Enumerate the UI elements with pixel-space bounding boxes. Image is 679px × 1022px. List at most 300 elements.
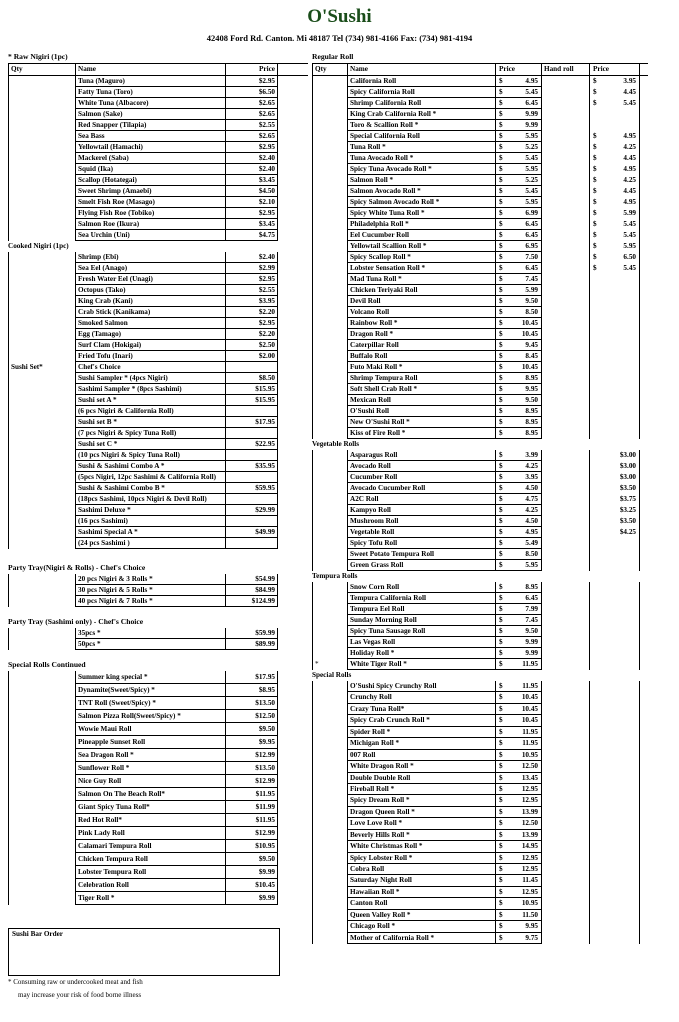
hand-roll-price <box>590 472 640 483</box>
item-price: $2.10 <box>226 197 278 208</box>
price-value: 5.95 <box>525 165 538 173</box>
qty-cell <box>312 285 348 296</box>
vegetable-roll-row <box>312 472 648 483</box>
special-continued-row <box>8 684 308 697</box>
qty-cell <box>8 710 76 723</box>
price-value: 9.99 <box>525 110 538 118</box>
hand-roll-price <box>590 527 640 538</box>
hand-roll-price <box>590 318 640 329</box>
item-name: Eel Cucumber Roll <box>348 230 496 241</box>
hand-roll-cell <box>542 715 590 726</box>
qty-cell <box>312 329 348 340</box>
item-price <box>496 921 542 932</box>
hand-roll-price <box>590 626 640 637</box>
item-name: (6 pcs Nigiri & California Roll) <box>76 406 226 417</box>
raw-nigiri-row <box>8 87 308 98</box>
qty-cell <box>312 921 348 932</box>
item-price: $9.50 <box>226 853 278 866</box>
item-price <box>496 807 542 818</box>
hand-roll-price <box>590 362 640 373</box>
item-name: Soft Shell Crab Roll * <box>348 384 496 395</box>
qty-cell <box>312 307 348 318</box>
qty-cell <box>8 628 76 639</box>
item-price: $4.75 <box>226 230 278 241</box>
item-name: Flying Fish Roe (Tobiko) <box>76 208 226 219</box>
hand-roll-cell <box>542 648 590 659</box>
item-price <box>226 516 278 527</box>
currency-sign: $ <box>593 231 597 239</box>
item-price <box>496 626 542 637</box>
item-price <box>496 864 542 875</box>
qty-cell <box>312 219 348 230</box>
item-price <box>496 887 542 898</box>
qty-cell <box>8 406 76 417</box>
price-value: 6.45 <box>525 220 538 228</box>
currency-sign: $ <box>593 176 597 184</box>
hand-roll-value: $3.50 <box>619 484 636 492</box>
item-price <box>226 472 278 483</box>
hand-roll-cell <box>542 784 590 795</box>
hand-roll-cell <box>542 428 590 439</box>
qty-cell <box>8 263 76 274</box>
item-price <box>496 373 542 384</box>
hand-roll-cell <box>542 395 590 406</box>
price-value: 5.25 <box>525 143 538 151</box>
currency-sign: $ <box>499 796 503 805</box>
currency-sign: $ <box>499 297 503 305</box>
hand-roll-value: $4.25 <box>619 528 636 536</box>
item-price: $2.95 <box>226 76 278 87</box>
item-name: (10 pcs Nigiri & Spicy Tuna Roll) <box>76 450 226 461</box>
hand-roll-cell <box>542 483 590 494</box>
item-name: Lobster Tempura Roll <box>76 866 226 879</box>
hand-roll-price <box>590 807 640 818</box>
qty-cell <box>8 351 76 362</box>
qty-cell <box>312 164 348 175</box>
qty-cell <box>312 230 348 241</box>
item-name: Sweet Potato Tempura Roll <box>348 549 496 560</box>
vegetable-roll-row <box>312 560 648 571</box>
currency-sign: $ <box>593 209 597 217</box>
qty-cell <box>312 615 348 626</box>
currency-sign: $ <box>499 638 503 646</box>
hand-roll-price <box>590 483 640 494</box>
price-value: 12.95 <box>521 853 538 862</box>
item-price <box>496 395 542 406</box>
name-header: Name <box>348 64 496 75</box>
hand-roll-price <box>590 406 640 417</box>
currency-sign: $ <box>593 99 597 107</box>
item-name: Toro & Scallion Roll * <box>348 120 496 131</box>
item-name: Vegetable Roll <box>348 527 496 538</box>
item-name: Shrimp (Ebi) <box>76 252 226 263</box>
item-name: Spicy White Tuna Roll * <box>348 208 496 219</box>
item-name: Rainbow Roll * <box>348 318 496 329</box>
item-name: Fatty Tuna (Toro) <box>76 87 226 98</box>
item-price <box>496 87 542 98</box>
hand-roll-cell <box>542 761 590 772</box>
item-price: $2.20 <box>226 307 278 318</box>
hand-roll-price <box>590 648 640 659</box>
item-price: $2.65 <box>226 98 278 109</box>
item-name: Pineapple Sunset Roll <box>76 736 226 749</box>
item-name: Sushi & Sashimi Combo B * <box>76 483 226 494</box>
hand-roll-cell <box>542 318 590 329</box>
currency-sign: $ <box>593 220 597 228</box>
item-name: (24 pcs Sashimi ) <box>76 538 226 549</box>
item-price: $8.95 <box>226 684 278 697</box>
currency-sign: $ <box>499 819 503 828</box>
regular-roll-row <box>312 197 648 208</box>
right-header-row <box>312 63 648 76</box>
item-name: Volcano Roll <box>348 307 496 318</box>
hand-roll-value: 4.45 <box>623 88 636 96</box>
hand-roll-cell <box>542 604 590 615</box>
price-value: 10.45 <box>521 704 538 713</box>
hand-roll-price <box>590 428 640 439</box>
qty-cell <box>8 505 76 516</box>
qty-cell <box>312 773 348 784</box>
hand-roll-cell <box>542 219 590 230</box>
hand-roll-value: 5.45 <box>623 99 636 107</box>
item-name: (16 pcs Sashimi) <box>76 516 226 527</box>
currency-sign: $ <box>499 341 503 349</box>
item-name: Sea Dragon Roll * <box>76 749 226 762</box>
hand-roll-cell <box>542 87 590 98</box>
item-price <box>226 538 278 549</box>
hand-roll-price <box>590 241 640 252</box>
qty-cell <box>8 186 76 197</box>
qty-cell <box>312 241 348 252</box>
item-price: $12.99 <box>226 827 278 840</box>
item-price: $12.99 <box>226 749 278 762</box>
qty-cell <box>8 120 76 131</box>
hand-roll-price <box>590 417 640 428</box>
qty-cell <box>8 801 76 814</box>
qty-cell <box>312 637 348 648</box>
cooked-nigiri-title-row <box>8 241 308 252</box>
qty-cell <box>8 639 76 650</box>
hand-roll-value: 4.45 <box>623 154 636 162</box>
qty-cell <box>8 775 76 788</box>
hand-roll-value: 3.95 <box>623 77 636 85</box>
item-price <box>496 910 542 921</box>
qty-cell <box>312 494 348 505</box>
qty-cell <box>312 841 348 852</box>
item-name: Spicy Tofu Roll <box>348 538 496 549</box>
hand-roll-value: 4.45 <box>623 187 636 195</box>
item-price <box>496 538 542 549</box>
regular-roll-row <box>312 406 648 417</box>
item-price <box>226 494 278 505</box>
hand-roll-cell <box>542 450 590 461</box>
currency-sign: $ <box>593 88 597 96</box>
item-name: Caterpillar Roll <box>348 340 496 351</box>
item-name: O'Sushi Roll <box>348 406 496 417</box>
qty-cell <box>8 853 76 866</box>
sushi-set-row <box>8 527 308 538</box>
hand-roll-cell <box>542 933 590 944</box>
item-name: Shrimp Tempura Roll <box>348 373 496 384</box>
item-name: Celebration Roll <box>76 879 226 892</box>
currency-sign: $ <box>593 132 597 140</box>
item-name: Salmon Roll * <box>348 175 496 186</box>
regular-roll-row <box>312 87 648 98</box>
currency-sign: $ <box>499 286 503 294</box>
item-price <box>496 875 542 886</box>
qty-cell <box>8 788 76 801</box>
currency-sign: $ <box>499 374 503 382</box>
qty-cell <box>8 516 76 527</box>
currency-sign: $ <box>499 528 503 536</box>
item-name: Wowie Maui Roll <box>76 723 226 736</box>
regular-roll-title: Regular Roll <box>312 52 354 61</box>
qty-cell <box>8 736 76 749</box>
regular-roll-row <box>312 274 648 285</box>
item-price <box>496 362 542 373</box>
item-name: Spicy California Roll <box>348 87 496 98</box>
qty-cell <box>312 875 348 886</box>
item-price <box>496 450 542 461</box>
currency-sign: $ <box>499 209 503 217</box>
hand-roll-cell <box>542 461 590 472</box>
item-name: Crab Stick (Kanikama) <box>76 307 226 318</box>
hand-roll-cell <box>542 659 590 670</box>
qty-cell <box>312 692 348 703</box>
hand-roll-cell <box>542 142 590 153</box>
qty-cell <box>312 450 348 461</box>
item-name: Spicy Lobster Roll * <box>348 853 496 864</box>
item-price: $2.55 <box>226 285 278 296</box>
item-price <box>496 164 542 175</box>
qty-cell <box>312 362 348 373</box>
hand-roll-cell <box>542 373 590 384</box>
special-continued-row <box>8 736 308 749</box>
hand-roll-price <box>590 637 640 648</box>
price-value: 10.45 <box>521 319 538 327</box>
item-price <box>496 296 542 307</box>
qty-cell <box>8 318 76 329</box>
qty-cell <box>312 395 348 406</box>
sushi-set-row <box>8 450 308 461</box>
qty-cell <box>312 626 348 637</box>
special-roll-row <box>312 830 648 841</box>
hand-roll-price <box>590 87 640 98</box>
regular-roll-row <box>312 417 648 428</box>
qty-cell <box>8 483 76 494</box>
currency-sign: $ <box>499 99 503 107</box>
item-price <box>496 406 542 417</box>
hand-roll-price <box>590 898 640 909</box>
item-name: Sashimi Deluxe * <box>76 505 226 516</box>
qty-cell <box>312 750 348 761</box>
item-price: $2.99 <box>226 263 278 274</box>
currency-sign: $ <box>499 784 503 793</box>
regular-roll-row <box>312 175 648 186</box>
party-tray-mix-row <box>8 585 308 596</box>
item-price <box>496 727 542 738</box>
item-price <box>496 516 542 527</box>
currency-sign: $ <box>499 176 503 184</box>
special-roll-row <box>312 807 648 818</box>
item-name: Buffalo Roll <box>348 351 496 362</box>
item-name: Mushroom Roll <box>348 516 496 527</box>
special-continued-row <box>8 866 308 879</box>
regular-roll-row <box>312 219 648 230</box>
hand-roll-price <box>590 773 640 784</box>
price-value: 9.45 <box>525 341 538 349</box>
qty-cell <box>8 109 76 120</box>
regular-roll-row <box>312 307 648 318</box>
hand-roll-cell <box>542 516 590 527</box>
price-value: 9.95 <box>525 922 538 931</box>
item-price <box>496 230 542 241</box>
price-value: 12.95 <box>521 865 538 873</box>
item-price <box>496 175 542 186</box>
price-value: 8.95 <box>525 418 538 426</box>
special-rolls-title <box>312 670 648 681</box>
price-value: 5.25 <box>525 176 538 184</box>
vegetable-roll-row <box>312 483 648 494</box>
special-continued-title: Special Rolls Continued <box>8 660 86 669</box>
raw-nigiri-row <box>8 186 308 197</box>
item-price: $3.95 <box>226 296 278 307</box>
item-price: $9.95 <box>226 736 278 749</box>
item-name: Spicy Tuna Avocado Roll * <box>348 164 496 175</box>
item-name: Scallop (Hotategai) <box>76 175 226 186</box>
hand-roll-cell <box>542 593 590 604</box>
qty-cell <box>312 795 348 806</box>
hand-roll-value: $3.00 <box>619 462 636 470</box>
item-price: $84.99 <box>226 585 278 596</box>
hand-roll-cell <box>542 807 590 818</box>
price-value: 3.95 <box>525 473 538 481</box>
item-name: Tuna (Maguro) <box>76 76 226 87</box>
currency-sign: $ <box>499 77 503 85</box>
price-value: 4.50 <box>525 517 538 525</box>
qty-cell <box>312 853 348 864</box>
hand-roll-price <box>590 164 640 175</box>
item-price <box>496 795 542 806</box>
qty-cell <box>312 527 348 538</box>
item-price <box>496 704 542 715</box>
qty-cell <box>8 307 76 318</box>
item-name: Mexican Roll <box>348 395 496 406</box>
item-name: Michigan Roll * <box>348 738 496 749</box>
vegetable-roll-row <box>312 461 648 472</box>
tempura-roll-row <box>312 659 648 670</box>
vegetable-roll-row <box>312 549 648 560</box>
item-name: 30 pcs Nigiri & 5 Rolls * <box>76 585 226 596</box>
item-name: Sweet Shrimp (Amaebi) <box>76 186 226 197</box>
qty-cell <box>312 887 348 898</box>
item-price <box>496 472 542 483</box>
item-name: Avocado Roll <box>348 461 496 472</box>
item-price: $2.95 <box>226 208 278 219</box>
regular-roll-row <box>312 142 648 153</box>
item-price: $2.95 <box>226 318 278 329</box>
hand-roll-value: $3.50 <box>619 517 636 525</box>
qty-cell <box>8 596 76 607</box>
hand-roll-cell <box>542 296 590 307</box>
qty-cell <box>312 98 348 109</box>
regular-roll-row <box>312 395 648 406</box>
cooked-nigiri-row <box>8 329 308 340</box>
item-name: Avocado Cucumber Roll <box>348 483 496 494</box>
item-price <box>496 219 542 230</box>
qty-cell: Sushi Set* <box>8 362 76 373</box>
hand-roll-price <box>590 921 640 932</box>
item-name: Canton Roll <box>348 898 496 909</box>
price-value: 10.95 <box>521 750 538 759</box>
qty-cell <box>312 516 348 527</box>
cooked-nigiri-row <box>8 307 308 318</box>
currency-sign: $ <box>499 506 503 514</box>
item-price <box>496 527 542 538</box>
currency-sign: $ <box>499 750 503 759</box>
currency-sign: $ <box>593 242 597 250</box>
item-price <box>496 750 542 761</box>
item-price <box>496 208 542 219</box>
hand-roll-cell <box>542 582 590 593</box>
special-roll-row <box>312 715 648 726</box>
item-price <box>226 428 278 439</box>
hand-roll-price <box>590 910 640 921</box>
currency-sign: $ <box>499 231 503 239</box>
hand-roll-cell <box>542 208 590 219</box>
price-value: 7.45 <box>525 275 538 283</box>
qty-cell <box>312 505 348 516</box>
currency-sign: $ <box>593 154 597 162</box>
qty-cell <box>8 879 76 892</box>
price-value: 12.50 <box>521 819 538 828</box>
item-price: $10.45 <box>226 879 278 892</box>
hand-roll-cell <box>542 750 590 761</box>
currency-sign: $ <box>499 682 503 690</box>
price-value: 14.95 <box>521 842 538 851</box>
item-price <box>496 898 542 909</box>
item-name: Spicy Dream Roll * <box>348 795 496 806</box>
item-price <box>496 142 542 153</box>
raw-nigiri-row <box>8 197 308 208</box>
item-price <box>496 933 542 944</box>
qty-cell <box>8 175 76 186</box>
special-roll-row <box>312 864 648 875</box>
hand-roll-cell <box>542 615 590 626</box>
hand-roll-price <box>590 864 640 875</box>
item-price <box>226 450 278 461</box>
special-roll-row <box>312 704 648 715</box>
currency-sign: $ <box>499 187 503 195</box>
item-price <box>496 285 542 296</box>
hand-roll-cell <box>542 637 590 648</box>
raw-nigiri-row <box>8 208 308 219</box>
item-price: $11.99 <box>226 801 278 814</box>
hand-roll-cell <box>542 841 590 852</box>
price-value: 12.50 <box>521 762 538 771</box>
qty-cell <box>8 866 76 879</box>
hand-roll-cell <box>542 186 590 197</box>
special-roll-row <box>312 853 648 864</box>
raw-nigiri-row <box>8 153 308 164</box>
hand-roll-price <box>590 120 640 131</box>
sushi-set-row <box>8 439 308 450</box>
qty-cell <box>8 76 76 87</box>
item-name: Chicken Teriyaki Roll <box>348 285 496 296</box>
raw-nigiri-row <box>8 219 308 230</box>
item-price <box>496 830 542 841</box>
cooked-nigiri-row <box>8 318 308 329</box>
